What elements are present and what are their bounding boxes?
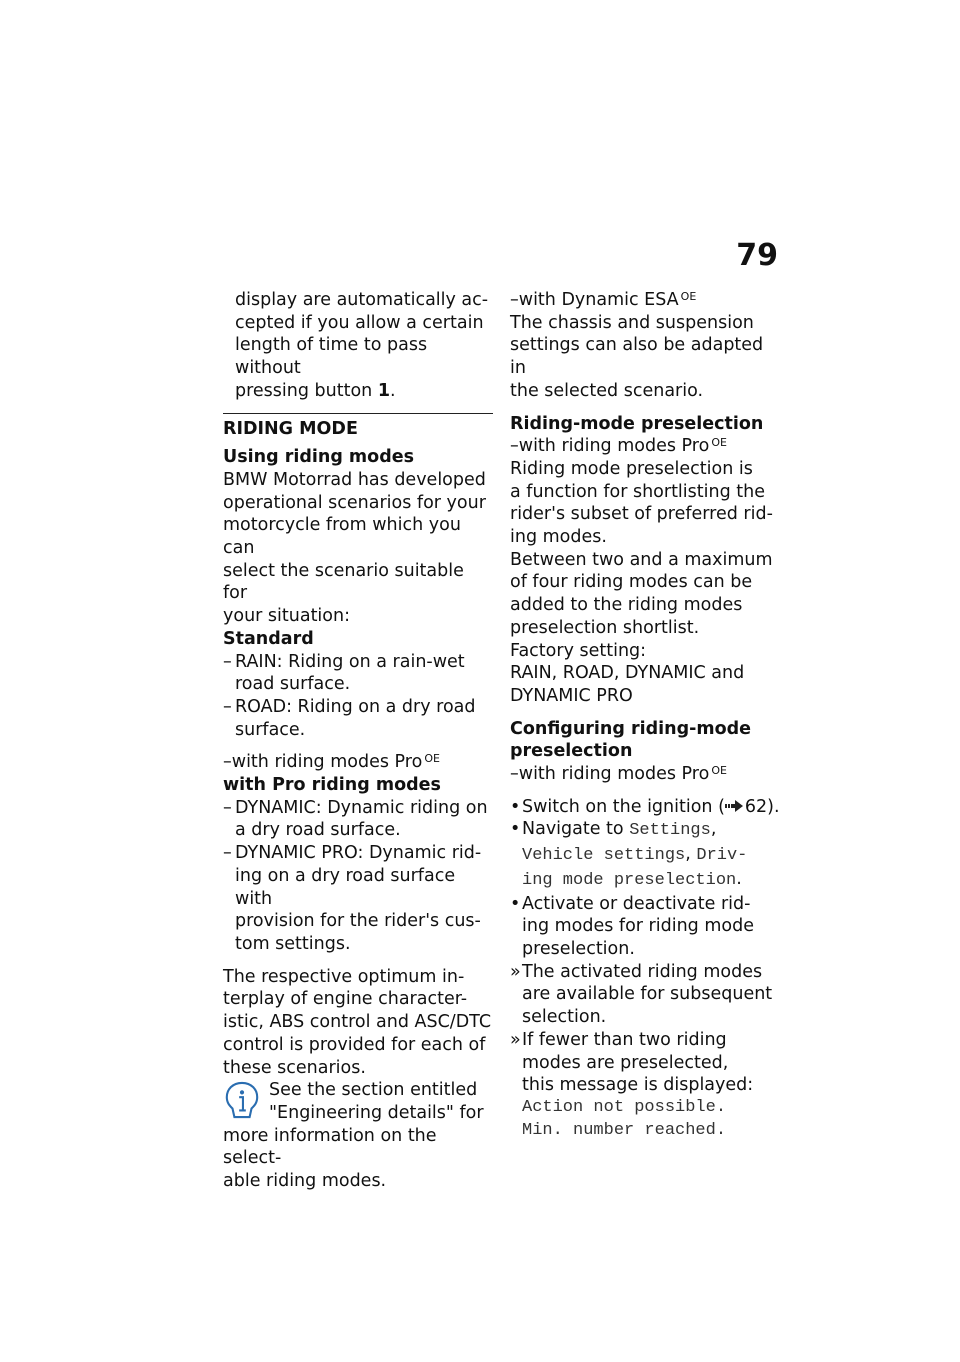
text-span: –with riding modes Pro — [510, 436, 710, 457]
intro-text — [223, 289, 493, 403]
menu-path: Driv- — [696, 846, 748, 866]
text-line: ROAD: Riding on a dry road — [235, 696, 476, 717]
text-line: preselection. — [522, 938, 635, 959]
list-item — [223, 696, 493, 741]
right-column — [510, 289, 782, 1142]
text-line: The chassis and suspension — [510, 312, 754, 333]
intro-paragraph — [223, 469, 493, 628]
text-line: ing modes. — [510, 527, 607, 548]
oe-superscript: OE — [424, 752, 440, 766]
dash-mark: – — [223, 797, 232, 818]
section-divider — [223, 413, 493, 414]
text-span: . — [390, 380, 396, 401]
text-line: ing modes for riding mode — [522, 916, 754, 937]
text-line: these scenarios. — [223, 1057, 366, 1078]
menu-path: ing mode preselection — [522, 870, 737, 890]
info-icon — [223, 1081, 261, 1119]
bullet-mark: • — [510, 893, 521, 914]
text-span: –with Dynamic ESA — [510, 290, 679, 310]
factory-setting-value: RAIN, ROAD, DYNAMIC and — [510, 663, 745, 684]
text-line: "Engineering details" for — [269, 1102, 484, 1123]
config-heading: preselection — [510, 741, 633, 762]
section-title: RIDING MODE — [223, 418, 358, 439]
esa-paragraph — [510, 312, 782, 403]
text-span: , — [685, 844, 697, 865]
text-line: The respective optimum in- — [223, 966, 465, 987]
pro-heading: with Pro riding modes — [223, 775, 441, 796]
text-line — [522, 818, 782, 843]
text-line: provision for the rider's cus- — [235, 911, 481, 932]
text-line: preselection shortlist. — [510, 617, 700, 638]
text-line: display are automatically ac- — [235, 290, 489, 310]
list-item — [223, 842, 493, 956]
text-line: operational scenarios for your — [223, 492, 486, 513]
step-item — [510, 893, 782, 961]
display-message: Min. number reached. — [522, 1120, 727, 1140]
text-line — [522, 843, 782, 868]
page-ref: 62). — [744, 796, 780, 817]
preselection-paragraph — [510, 458, 782, 549]
text-line: See the section entitled — [269, 1080, 478, 1101]
step-item — [510, 818, 782, 892]
text-line: Between two and a maximum — [510, 549, 773, 570]
text-line: terplay of engine character- — [223, 989, 468, 1010]
result-item — [510, 1029, 782, 1143]
text-span: –with riding modes Pro — [510, 764, 710, 785]
text-line: modes are preselected, — [522, 1052, 729, 1073]
text-span: Navigate to — [522, 819, 630, 840]
text-line — [235, 380, 493, 403]
subtitle: Using riding modes — [223, 447, 415, 468]
dash-mark: – — [223, 843, 232, 864]
text-line: ing on a dry road surface with — [235, 865, 456, 909]
oe-superscript: OE — [711, 764, 727, 778]
display-message: Action not possible. — [522, 1097, 727, 1117]
text-line: a dry road surface. — [235, 820, 401, 841]
page-number: 79 — [736, 238, 778, 273]
config-heading: Configuring riding-mode — [510, 718, 752, 739]
text-line: The activated riding modes — [522, 961, 763, 982]
text-line: surface. — [235, 719, 306, 740]
text-line: are available for subsequent — [522, 984, 773, 1005]
text-line: cepted if you allow a certain — [235, 312, 484, 333]
text-line: istic, ABS control and ASC/DTC — [223, 1012, 492, 1033]
oe-superscript: OE — [711, 436, 727, 450]
dash-mark: – — [223, 651, 232, 672]
text-line: a function for shortlisting the — [510, 481, 765, 502]
bullet-mark: • — [510, 819, 521, 840]
option-note — [510, 435, 782, 458]
option-note — [510, 289, 782, 312]
text-line: motorcycle from which you can — [223, 515, 461, 559]
text-line: tom settings. — [235, 933, 351, 954]
text-line — [522, 868, 782, 893]
text-span: Switch on the ignition ( — [522, 796, 725, 817]
text-line: Riding mode preselection is — [510, 458, 753, 479]
button-ref: 1 — [377, 380, 391, 401]
left-column — [223, 289, 493, 1193]
text-line: added to the riding modes — [510, 595, 743, 616]
arrow-right-icon — [725, 800, 745, 812]
bullet-mark: • — [510, 796, 521, 817]
step-item — [510, 796, 782, 819]
text-line: the selected scenario. — [510, 380, 704, 401]
factory-setting-value: DYNAMIC PRO — [510, 685, 633, 706]
between-paragraph — [510, 549, 782, 640]
menu-path: Vehicle settings — [522, 846, 686, 866]
text-span: , — [710, 819, 717, 840]
text-line: BMW Motorrad has developed — [223, 469, 486, 490]
text-line: If fewer than two riding — [522, 1029, 727, 1050]
info-note — [223, 1079, 493, 1193]
text-line: more information on the select- — [223, 1125, 437, 1169]
standard-heading: Standard — [223, 628, 314, 649]
text-line: Activate or deactivate rid- — [522, 893, 751, 914]
text-line: DYNAMIC: Dynamic riding on — [235, 797, 488, 818]
text-line: of four riding modes can be — [510, 572, 753, 593]
text-line: RAIN: Riding on a rain-wet — [235, 651, 465, 672]
text-line: DYNAMIC PRO: Dynamic rid- — [235, 843, 482, 864]
preselection-heading: Riding-mode preselection — [510, 413, 764, 434]
text-line: your situation: — [223, 606, 350, 627]
menu-path: Settings — [629, 821, 711, 841]
oe-superscript: OE — [680, 290, 697, 303]
text-line: settings can also be adapted in — [510, 335, 764, 379]
option-note — [223, 751, 493, 774]
result-item — [510, 961, 782, 1029]
factory-setting-label: Factory setting: — [510, 640, 647, 661]
text-line: control is provided for each of — [223, 1034, 486, 1055]
text-line: selection. — [522, 1007, 607, 1028]
result-mark: » — [510, 961, 521, 982]
text-line: length of time to pass without — [235, 335, 428, 379]
dash-mark: – — [223, 696, 232, 717]
list-item — [223, 651, 493, 696]
list-item — [223, 797, 493, 842]
text-line: road surface. — [235, 674, 351, 695]
result-mark: » — [510, 1029, 521, 1050]
text-span: –with riding modes Pro — [223, 752, 423, 773]
option-note — [510, 763, 782, 786]
scenario-paragraph — [223, 966, 493, 1080]
text-line: rider's subset of preferred rid- — [510, 504, 773, 525]
text-line: able riding modes. — [223, 1171, 387, 1192]
text-line: select the scenario suitable for — [223, 560, 464, 604]
text-line: this message is displayed: — [522, 1075, 754, 1096]
text-span: . — [736, 868, 742, 889]
text-span: pressing button — [235, 380, 378, 401]
